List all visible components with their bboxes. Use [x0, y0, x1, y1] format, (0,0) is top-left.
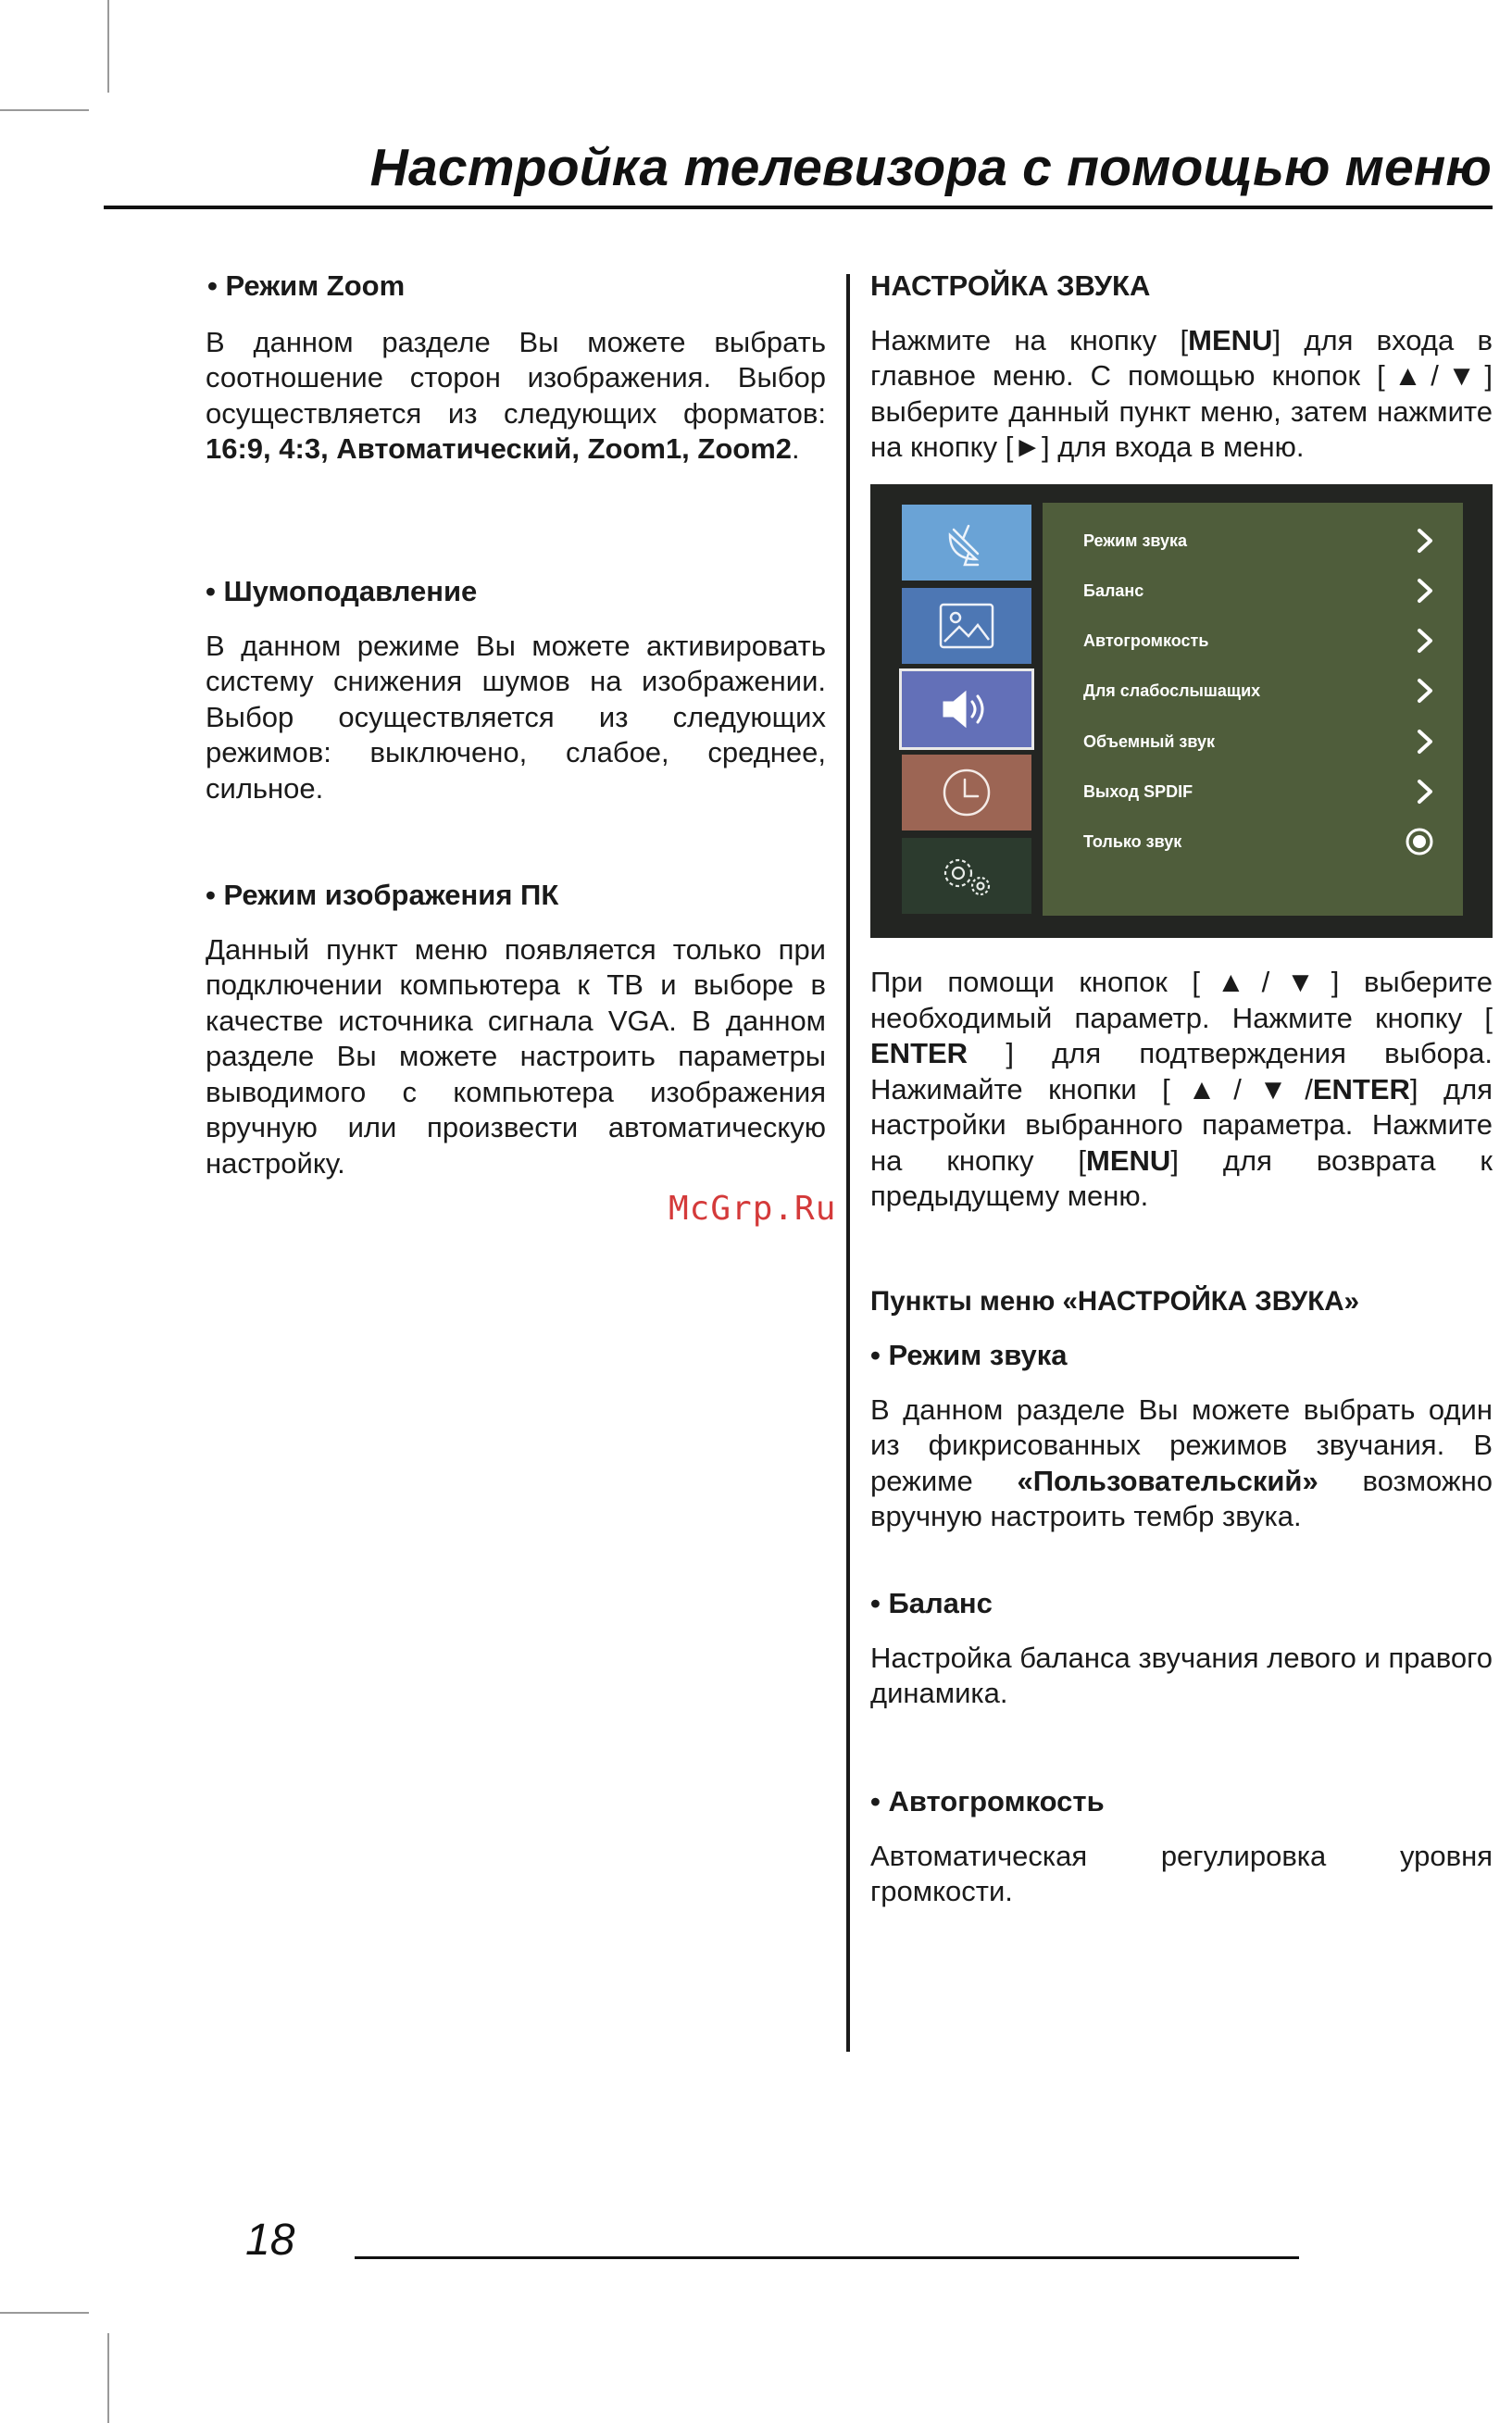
- tv-tile-sound: [902, 671, 1031, 747]
- nav-text-b: ] для подтверждения выбора. Нажимайте кнопки [▲/▼/: [870, 1037, 1493, 1105]
- satellite-icon: [941, 517, 993, 568]
- zoom-body: В данном разделе Вы можете выбрать соотношение сторон изображения. Выбор осуществляется из следующих форматов:: [206, 325, 826, 430]
- chevron-right-icon: [1415, 577, 1435, 605]
- mode-text-b: «Пользовательский»: [1017, 1464, 1318, 1497]
- tv-tile-picture: [902, 588, 1031, 664]
- radio-icon: [1404, 826, 1435, 857]
- zoom-text: [206, 325, 826, 468]
- sound-heading: НАСТРОЙКА ЗВУКА: [870, 269, 1151, 302]
- noise-section: [206, 574, 826, 806]
- tv-menu-item-label: Только звук: [1083, 831, 1182, 851]
- chevron-right-icon: [1415, 527, 1435, 555]
- tv-menu-item-label: Режим звука: [1083, 531, 1188, 550]
- footer-rule: [355, 2256, 1299, 2259]
- nav-text: [870, 965, 1493, 1215]
- items-heading-block: [870, 1284, 1493, 1320]
- tv-menu-item-label: Баланс: [1083, 581, 1144, 600]
- sound-text: [870, 323, 1493, 466]
- mode-heading: • Режим звука: [870, 1339, 1068, 1371]
- balance-section: [870, 1586, 1493, 1712]
- chevron-right-icon: [1415, 778, 1435, 806]
- title-rule: [104, 206, 1493, 209]
- pc-heading: • Режим изображения ПК: [206, 879, 559, 911]
- tv-tile-clock: [902, 755, 1031, 831]
- avc-section: [870, 1784, 1493, 1910]
- tv-tile-settings: [902, 838, 1031, 914]
- crop-mark: [107, 0, 109, 93]
- zoom-end: .: [792, 432, 800, 465]
- chevron-right-icon: [1415, 627, 1435, 655]
- page-number: 18: [245, 2216, 295, 2265]
- noise-text: В данном режиме Вы можете активировать систему снижения шумов на изображении. Выбор осуществляется из следующих режимов: выключено, слабое, среднее, сильное.: [206, 629, 826, 805]
- mode-text-c: возможно вручную настроить тембр звука.: [870, 1464, 1493, 1532]
- tv-menu-item-label: Объемный звук: [1083, 731, 1215, 751]
- crop-mark: [0, 109, 89, 111]
- tv-menu-item-label: Автогромкость: [1083, 631, 1209, 650]
- pc-section: [206, 878, 826, 1181]
- tv-menu-panel: [1043, 503, 1463, 916]
- pc-text: Данный пункт меню появляется только при подключении компьютера к ТВ и выборе в качестве источника сигнала VGA. В данном разделе Вы можете настроить параметры выводимого с компьютера изображения вручную или произвести автоматическую настройку.: [206, 932, 826, 1180]
- balance-heading: • Баланс: [870, 1587, 993, 1619]
- nav-text-c: ] для настройки выбранного параметра. Нажмите на кнопку [: [870, 1072, 1493, 1177]
- picture-icon: [937, 601, 996, 651]
- tv-menu-item[interactable]: [1083, 622, 1435, 659]
- balance-text: Настройка баланса звучания левого и правого динамика.: [870, 1641, 1493, 1709]
- tv-menu-item[interactable]: [1083, 773, 1435, 810]
- sound-section: [870, 269, 1493, 466]
- sound-text-a: Нажмите на кнопку [: [870, 323, 1189, 356]
- menu-key: MENU: [1086, 1143, 1171, 1177]
- enter-key: ENTER: [1312, 1072, 1410, 1105]
- watermark: McGrp.Ru: [669, 1190, 837, 1228]
- mode-section: [870, 1338, 1493, 1535]
- tv-tile-satellite: [902, 505, 1031, 581]
- avc-heading: • Автогромкость: [870, 1785, 1105, 1817]
- chevron-right-icon: [1415, 677, 1435, 705]
- avc-text: Автоматическая регулировка уровня громкости.: [870, 1839, 1493, 1907]
- zoom-heading: • Режим Zoom: [207, 269, 406, 302]
- zoom-formats: 16:9, 4:3, Автоматический, Zoom1, Zoom2: [206, 432, 793, 465]
- mode-text-a: В данном разделе Вы можете выбрать один из фикрисованных режимов звучания. В режиме: [870, 1393, 1493, 1497]
- nav-text-d: ] для возврата к предыдущему меню.: [870, 1143, 1493, 1212]
- tv-menu-item[interactable]: [1083, 823, 1435, 860]
- items-heading: Пункты меню «НАСТРОЙКА ЗВУКА»: [870, 1286, 1360, 1317]
- tv-menu-item[interactable]: [1083, 723, 1435, 760]
- tv-menu-item[interactable]: [1083, 572, 1435, 609]
- page-title: Настройка телевизора с помощью меню: [369, 138, 1492, 197]
- mode-text: [870, 1393, 1493, 1535]
- crop-mark: [0, 2312, 89, 2314]
- clock-icon: [941, 767, 993, 818]
- tv-menu-item[interactable]: [1083, 522, 1435, 559]
- enter-key: ENTER: [870, 1037, 968, 1069]
- tv-menu-screenshot: [870, 484, 1493, 938]
- tv-menu-item-label: Выход SPDIF: [1083, 781, 1193, 801]
- nav-text-a: При помощи кнопок [▲/▼] выберите необходимый параметр. Нажмите кнопку [: [870, 966, 1493, 1034]
- tv-menu-item[interactable]: [1083, 672, 1435, 709]
- zoom-section: [206, 269, 826, 468]
- gears-icon: [934, 851, 999, 901]
- menu-key: MENU: [1188, 323, 1273, 356]
- sound-text-b: ] для входа в главное меню. С помощью кнопок [▲/▼] выберите данный пункт меню, затем нажмите на кнопку [►] для входа в меню.: [870, 323, 1493, 463]
- column-divider: [846, 274, 850, 2052]
- noise-heading: • Шумоподавление: [206, 575, 478, 607]
- tv-menu-item-label: Для слабослышащих: [1083, 681, 1261, 700]
- crop-mark: [107, 2333, 109, 2423]
- nav-section: [870, 965, 1493, 1215]
- chevron-right-icon: [1415, 728, 1435, 756]
- speaker-icon: [937, 684, 996, 734]
